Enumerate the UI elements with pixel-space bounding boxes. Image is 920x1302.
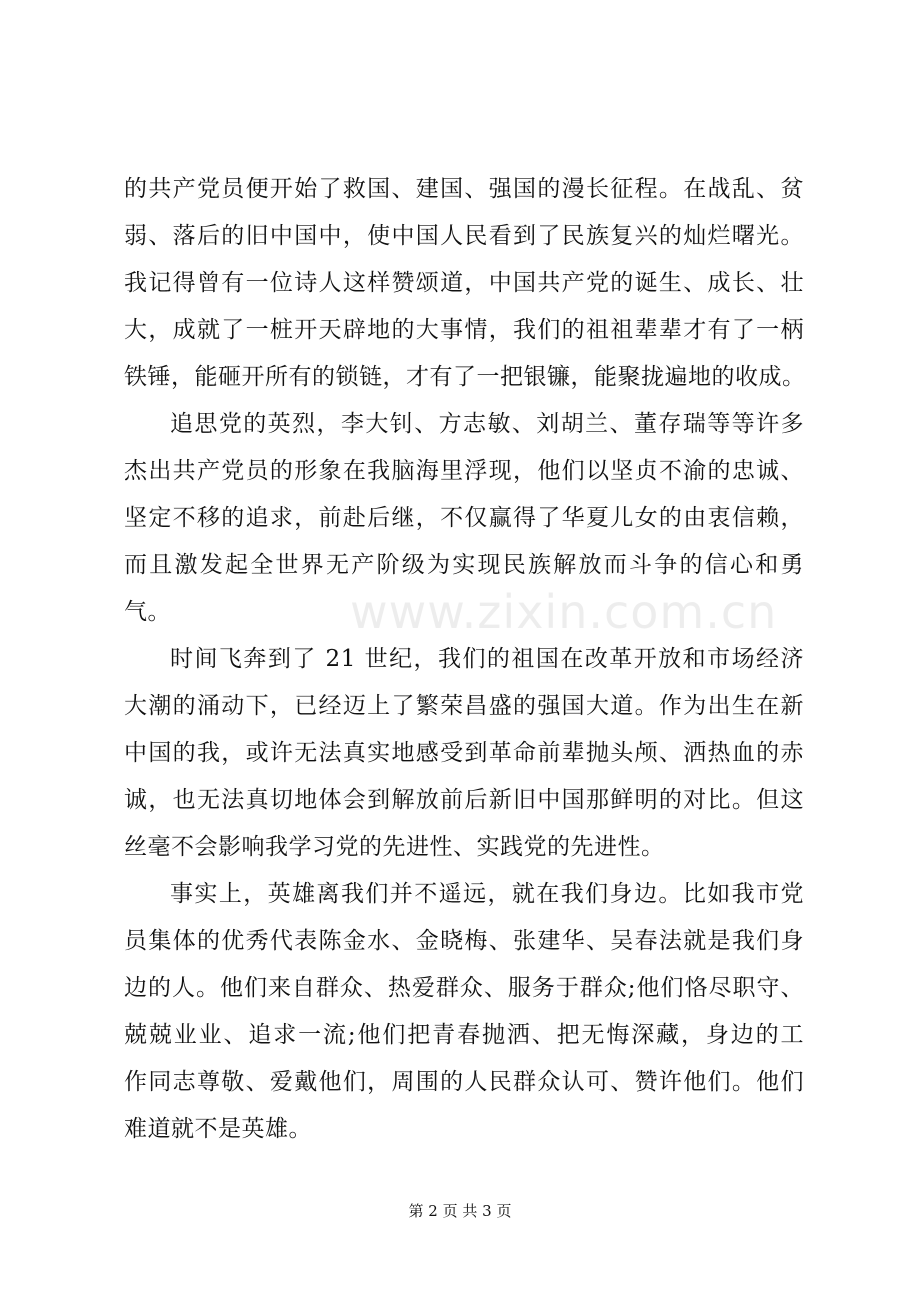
text-line: 时间飞奔到了 21 世纪，我们的祖国在改革开放和市场经济 (170, 646, 804, 672)
text-line: 大潮的涌动下，已经迈上了繁荣昌盛的强国大道。作为出生在新 (124, 693, 804, 719)
text-line: 丝毫不会影响我学习党的先进性、实践党的先进性。 (124, 834, 665, 860)
paragraph-4 (124, 871, 804, 1153)
text-line: 事实上，英雄离我们并不遥远，就在我们身边。比如我市党 (170, 881, 804, 907)
text-line: 边的人。他们来自群众、热爱群众、服务于群众;他们恪尽职守、 (124, 975, 804, 1001)
text-line: 兢兢业业、追求一流;他们把青春抛洒、把无悔深藏，身边的工 (124, 1022, 804, 1048)
text-line: 弱、落后的旧中国中，使中国人民看到了民族复兴的灿烂曙光。 (124, 223, 804, 249)
text-line: 我记得曾有一位诗人这样赞颂道，中国共产党的诞生、成长、壮 (124, 270, 804, 296)
text-line: 追思党的英烈，李大钊、方志敏、刘胡兰、董存瑞等等许多 (170, 411, 804, 437)
paragraph-3 (124, 636, 804, 871)
text-line: 而且激发起全世界无产阶级为实现民族解放而斗争的信心和勇 (124, 552, 804, 578)
text-line: 诚，也无法真切地体会到解放前后新旧中国那鲜明的对比。但这 (124, 787, 804, 813)
text-line: 杰出共产党员的形象在我脑海里浮现，他们以坚贞不渝的忠诚、 (124, 458, 804, 484)
text-line: 难道就不是英雄。 (124, 1116, 312, 1142)
text-line: 的共产党员便开始了救国、建国、强国的漫长征程。在战乱、贫 (124, 176, 804, 202)
text-line: 铁锤，能砸开所有的锁链，才有了一把银镰，能聚拢遍地的收成。 (124, 364, 806, 390)
text-line: 员集体的优秀代表陈金水、金晓梅、张建华、吴春法就是我们身 (124, 928, 804, 954)
text-line: 气。 (124, 599, 171, 625)
text-line: 大，成就了一桩开天辟地的大事情，我们的祖祖辈辈才有了一柄 (124, 317, 804, 343)
text-line: 作同志尊敬、爱戴他们，周围的人民群众认可、赞许他们。他们 (124, 1069, 804, 1095)
watermark: www.zixin.com.cn (350, 585, 778, 639)
paragraph-2 (124, 401, 804, 636)
document-body (124, 166, 804, 1153)
page-number-footer: 第 2 页 共 3 页 (408, 1202, 512, 1220)
text-line: 坚定不移的追求，前赴后继，不仅赢得了华夏儿女的由衷信赖， (124, 505, 804, 531)
paragraph-1 (124, 166, 804, 401)
text-line: 中国的我，或许无法真实地感受到革命前辈抛头颅、洒热血的赤 (124, 740, 804, 766)
